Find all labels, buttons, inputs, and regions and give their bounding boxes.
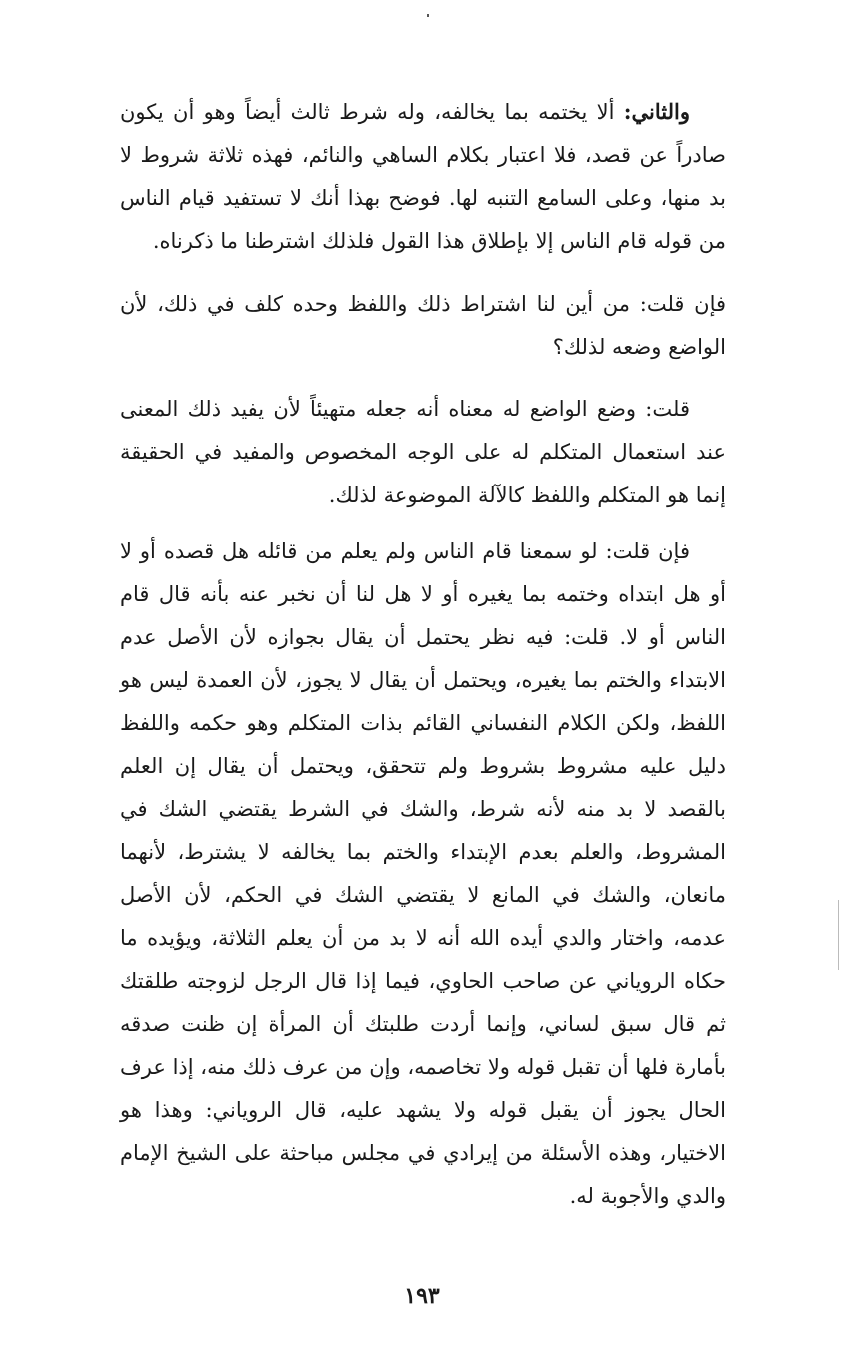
paragraph-1-text: ألا يختمه بما يخالفه، وله شرط ثالث أيضاً وهو أن يكون صادراً عن قصد، فلا اعتبار بكلام الساهي والنائم، فهذه ثلاثة شروط لا بد منها، وعلى السامع التنبه لها. فوضح بهذا أنك لا تستفيد قيام الناس من قوله قام الناس إلا بإطلاق هذا القول فلذلك اشترطنا ما ذكرناه. [120,100,726,253]
margin-line [838,900,839,970]
paragraph-1 [120,90,726,263]
page-number: ١٩٣ [404,1283,440,1309]
paragraph-4: فإن قلت: لو سمعنا قام الناس ولم يعلم من قائله هل قصده أو لا أو هل ابتداه وختمه بما يغيره أو لا هل لنا أن نخبر عنه بأنه قال قام الناس أو لا. قلت: فيه نظر يحتمل أن يقال بجوازه لأن الأصل عدم الابتداء والختم بما يغيره، ويحتمل أن يقال لا يجوز، لأن العمدة ليس هو اللفظ، ولكن الكلام النفساني القائم بذات المتكلم وهو حكمه واللفظ دليل عليه مشروط بشروط ولم تتحقق، ويحتمل أن يقال إن العلم بالقصد لا بد منه لأنه شرط، والشك في الشرط يقتضي الشك في المشروط، والعلم بعدم الإبتداء والختم بما يخالفه لا يشترط، لأنهما مانعان، والشك في المانع لا يقتضي الشك في الحكم، لأن الأصل عدمه، واختار والدي أيده الله أنه لا بد من أن يعلم الثلاثة، ويؤيده ما حكاه الروياني عن صاحب الحاوي، فيما إذا قال الرجل لزوجته طلقتك ثم قال سبق لساني، وإنما أردت طلبتك أن المرأة إن ظنت صدقه بأمارة فلها أن تقبل قوله ولا تخاصمه، وإن من عرف ذلك منه، إذا عرف الحال يجوز أن يقبل قوله ولا يشهد عليه، قال الروياني: وهذا هو الاختيار، وهذه الأسئلة من إيرادي في مجلس مباحثة على الشيخ الإمام والدي والأجوبة له. [120,539,726,1208]
paragraph-3: قلت: وضع الواضع له معناه أنه جعله متهيئاً لأن يفيد ذلك المعنى عند استعمال المتكلم له على الوجه المخصوص والمفيد في الحقيقة إنما هو المتكلم واللفظ كالآلة الموضوعة لذلك. [120,397,726,507]
paragraph-2: فإن قلت: من أين لنا اشتراط ذلك واللفظ وحده كلف في ذلك، لأن الواضع وضعه لذلك؟ [120,292,726,359]
top-speck [427,14,429,17]
paragraph-1-lead: والثاني: [623,99,690,124]
